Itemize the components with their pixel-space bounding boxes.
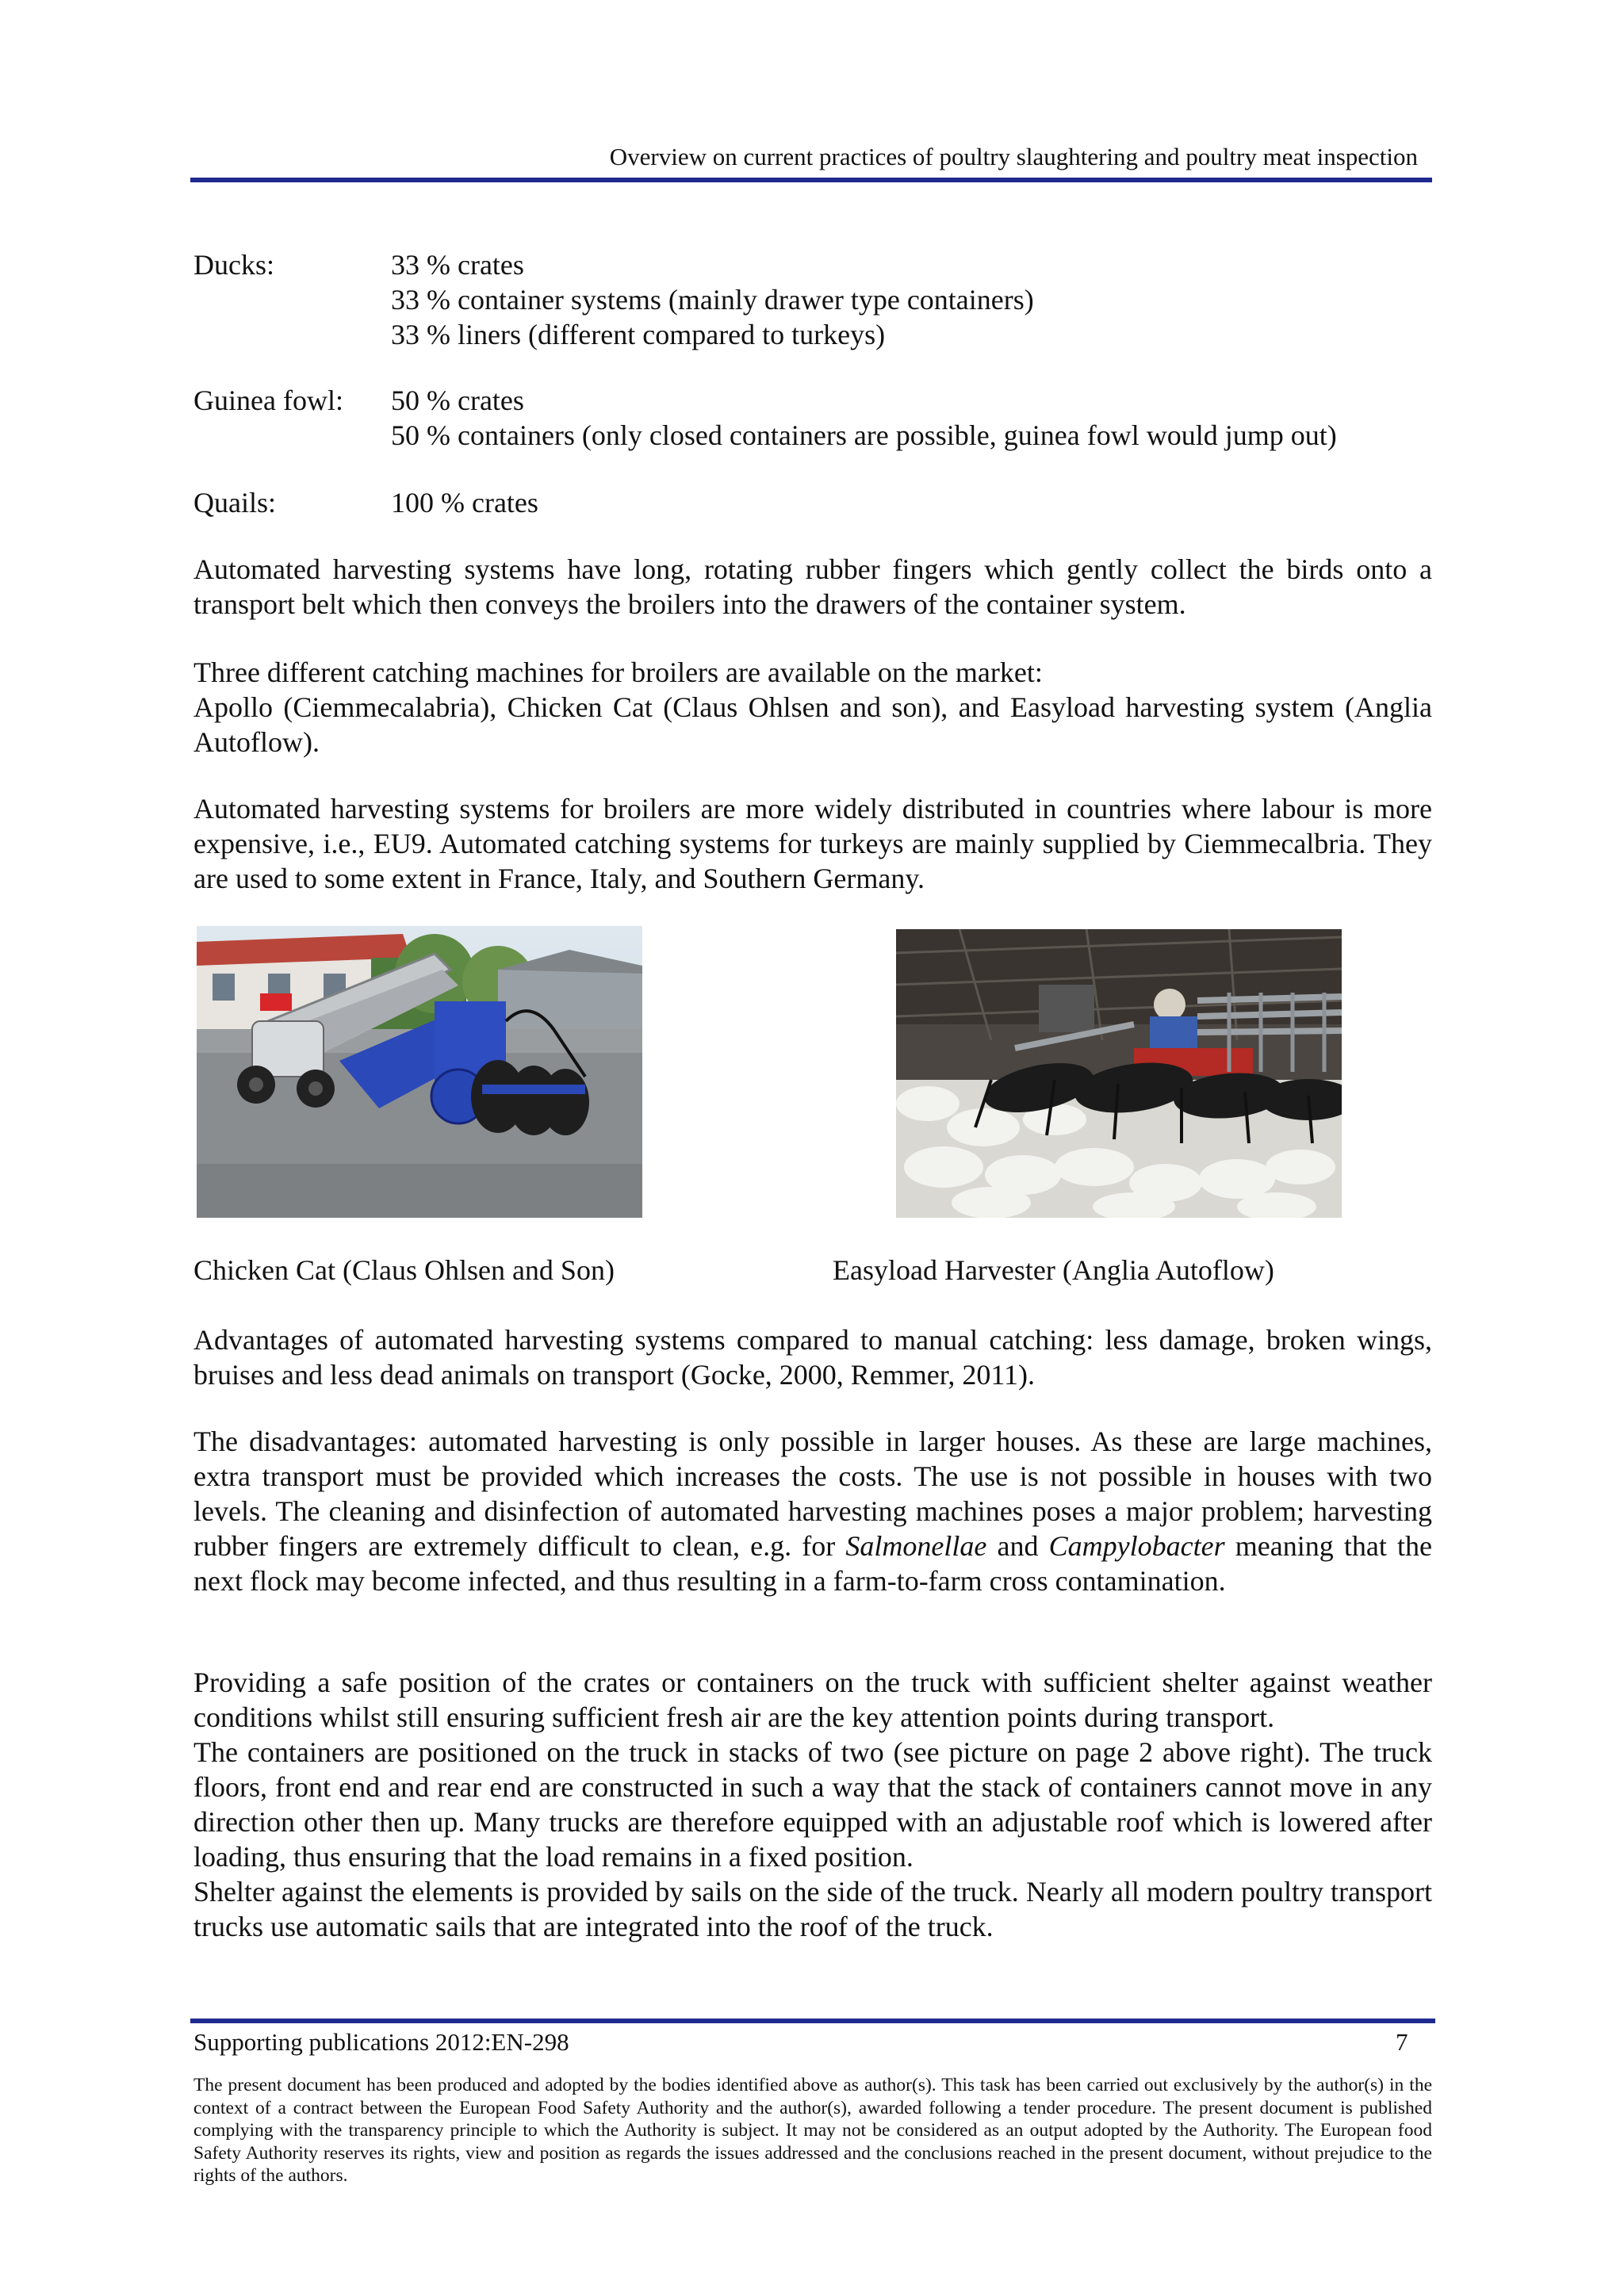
running-header: Overview on current practices of poultry slaughtering and poultry meat inspection bbox=[609, 143, 1418, 170]
species-label: Guinea fowl: bbox=[193, 385, 343, 416]
species-name-campylobacter: Campylobacter bbox=[1048, 1530, 1225, 1562]
header-rule bbox=[190, 178, 1432, 182]
text-run: The disadvantages: automated harvesting is only possible in larger houses. As these are large machines, extra transport must be provided which increases the costs. The use is not possible in houses with two levels. The cleaning and disinfection of automated harvesting machines poses a major problem; harvesting rubber fingers are extremely difficult to clean, e.g. for bbox=[193, 1425, 1432, 1562]
page-number: 7 bbox=[1396, 2028, 1408, 2056]
species-label: Quails: bbox=[193, 487, 276, 519]
paragraph-transport bbox=[193, 1665, 1432, 1944]
footer-rule bbox=[190, 2019, 1435, 2023]
paragraph-line: Apollo (Ciemmecalabria), Chicken Cat (Claus Ohlsen and son), and Easyload harvesting system (Anglia Autoflow). bbox=[193, 691, 1432, 758]
figure-caption-chicken-cat: Chicken Cat (Claus Ohlsen and Son) bbox=[193, 1254, 615, 1286]
species-label: Ducks: bbox=[193, 249, 274, 281]
species-line: 33 % liners (different compared to turkeys) bbox=[391, 319, 886, 350]
species-line: 50 % crates bbox=[391, 385, 524, 416]
species-line: 33 % container systems (mainly drawer type containers) bbox=[391, 284, 1034, 316]
species-line: 50 % containers (only closed containers are possible, guinea fowl would jump out) bbox=[391, 419, 1337, 451]
species-line: 100 % crates bbox=[391, 487, 538, 519]
paragraph-line: Shelter against the elements is provided by sails on the side of the truck. Nearly all modern poultry transport trucks use automatic sails that are integrated into the roof of the truck. bbox=[193, 1876, 1432, 1942]
figure-caption-easyload: Easyload Harvester (Anglia Autoflow) bbox=[833, 1254, 1274, 1286]
paragraph-line: Providing a safe position of the crates or containers on the truck with sufficient shelter against weather conditions whilst still ensuring sufficient fresh air are the key attention points during transport. bbox=[193, 1667, 1432, 1733]
chicken-cat-photo bbox=[197, 926, 642, 1218]
species-name-salmonellae: Salmonellae bbox=[845, 1530, 987, 1562]
paragraph-catching-machines bbox=[193, 655, 1432, 760]
paragraph-line: Three different catching machines for broilers are available on the market: bbox=[193, 656, 1043, 688]
footer-publication: Supporting publications 2012:EN-298 bbox=[193, 2028, 569, 2056]
species-line: 33 % crates bbox=[391, 249, 524, 281]
paragraph-disadvantages bbox=[193, 1424, 1432, 1598]
paragraph-harvesting-intro: Automated harvesting systems have long, rotating rubber fingers which gently collect the birds onto a transport belt which then conveys the broilers into the drawers of the container system. bbox=[193, 553, 1432, 620]
paragraph-line: The containers are positioned on the truck in stacks of two (see picture on page 2 above right). The truck floors, front end and rear end are constructed in such a way that the stack of containers cannot move in any direction other then up. Many trucks are therefore equipped with an adjustable roof which is lowered after loading, thus ensuring that the load remains in a fixed position. bbox=[193, 1736, 1432, 1873]
text-run: meaning that the next flock may become infected, and thus resulting in a farm-to-farm cross contamination. bbox=[193, 1530, 1432, 1597]
paragraph-distribution: Automated harvesting systems for broilers are more widely distributed in countries where labour is more expensive, i.e., EU9. Automated catching systems for turkeys are mainly supplied by Ciemmecalbria. They are used to some extent in France, Italy, and Southern Germany. bbox=[193, 793, 1432, 894]
paragraph-advantages: Advantages of automated harvesting systems compared to manual catching: less damage, broken wings, bruises and less dead animals on transport (Gocke, 2000, Remmer, 2011). bbox=[193, 1324, 1432, 1391]
text-run: and bbox=[986, 1530, 1049, 1562]
footer-disclaimer: The present document has been produced and adopted by the bodies identified above as author(s). This task has been carried out exclusively by the author(s) in the context of a contract between the European Food Safety Authority and the author(s), awarded following a tender procedure. The present document is published complying with the transparency principle to which the Authority is subject. It may not be considered as an output adopted by the Authority. The European food Safety Authority reserves its rights, view and position as regards the issues addressed and the conclusions reached in the present document, without prejudice to the rights of the authors. bbox=[193, 2075, 1432, 2186]
easyload-harvester-photo bbox=[896, 929, 1342, 1218]
